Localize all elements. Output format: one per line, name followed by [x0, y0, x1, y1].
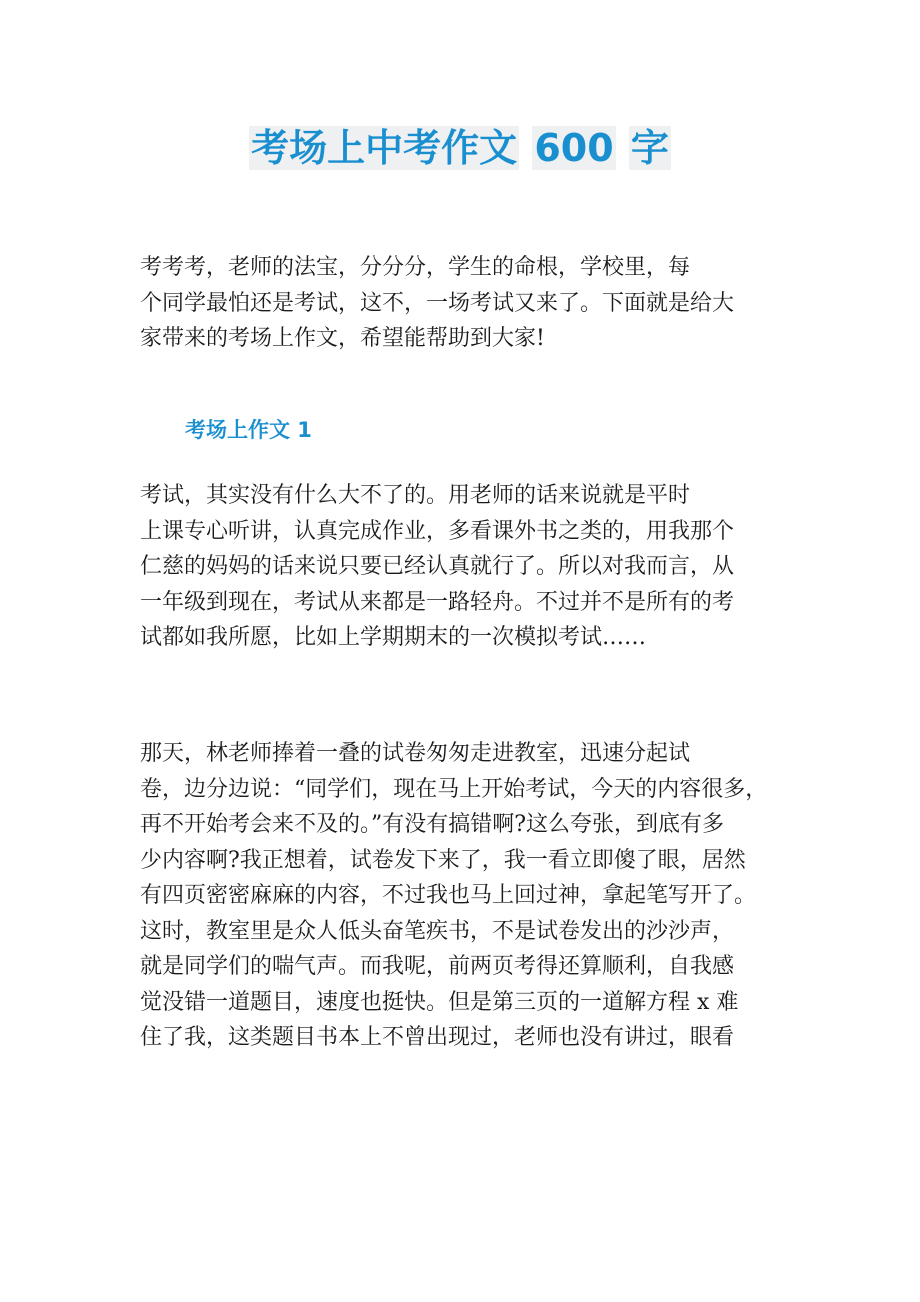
title-part-number: 600 [534, 126, 614, 170]
body-paragraph-1: 考试，其实没有什么大不了的。用老师的话来说就是平时 上课专心听讲，认真完成作业，多看课外书之类的，用我那个 仁慈的妈妈的话来说只要已经认真就行了。所以对我而言，从 一年级到现在，考试从来都是一路轻舟。不过并不是所有的考 试都如我所愿，比如上学期期末的一次模拟考试…… [140, 483, 735, 650]
document-title [0, 120, 920, 176]
title-part-text: 考场上中考作文 [251, 126, 518, 170]
title-part-char: 字 [630, 126, 669, 170]
intro-paragraph: 考考考，老师的法宝，分分分，学生的命根，学校里，每 个同学最怕还是考试，这不，一场考试又来了。下面就是给大 家带来的考场上作文，希望能帮助到大家! [140, 255, 735, 351]
body-paragraph-2: 那天，林老师捧着一叠的试卷匆匆走进教室，迅速分起试 卷，边分边说：“同学们，现在马上开始考试，今天的内容很多， 再不开始考会来不及的。”有没有搞错啊?这么夸张，到底有多 少内容啊?我正想着，试卷发下来了，我一看立即傻了眼，居然 有四页密密麻麻的内容，不过我也马上回过神，拿起笔写开了。 这时，教室里是众人低头奋笔疾书，不是试卷发出的沙沙声， 就是同学们的喘气声。而我呢，前两页考得还算顺利，自我感 觉没错一道题目，速度也挺快。但是第三页的一道解方程 x 难 住了我，这类题目书本上不曾出现过，老师也没有讲过，眼看 [140, 741, 768, 1050]
section-subheading: 考场上作文 1 [185, 418, 312, 442]
